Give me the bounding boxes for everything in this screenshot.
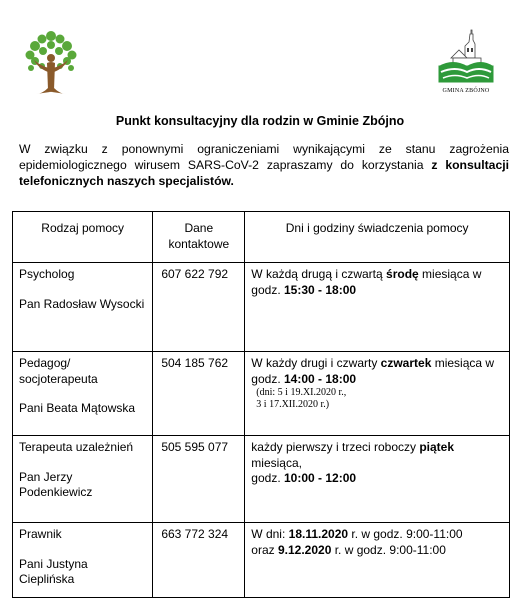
- hours-text: miesiąca w godz.: [251, 267, 482, 297]
- cell-hours: [245, 263, 510, 352]
- role-label: Pedagog/ socjoterapeuta: [19, 356, 98, 386]
- intro-paragraph: [19, 141, 509, 189]
- dates-note: (dni: 5 i 19.XI.2020 r.,: [256, 387, 347, 398]
- cell-hours: [245, 523, 510, 598]
- table-header-row: [13, 212, 510, 263]
- hours-day: piątek: [419, 440, 455, 454]
- cell-hours: [245, 352, 510, 436]
- cell-role: [13, 263, 153, 352]
- header-hours: Dni i godziny świadczenia pomocy: [245, 212, 510, 263]
- crest-caption: GMINA ZBÓJNO: [442, 88, 490, 94]
- tree-logo-icon: [22, 28, 80, 98]
- hours-text: r. w godz. 9:00-11:00: [331, 542, 446, 557]
- hours-time: 14:00 - 18:00: [284, 371, 357, 386]
- role-label: Psycholog: [19, 267, 75, 281]
- intro-bold-text: z konsultacji telefonicznych naszych specjalistów: [19, 158, 509, 188]
- person-name: Pan Jerzy Podenkiewicz: [19, 469, 93, 499]
- role-label: Terapeuta uzależnień: [19, 440, 134, 454]
- header-contact: Dane kontaktowe: [153, 212, 245, 263]
- hours-text: każdy pierwszy i trzeci roboczy: [251, 440, 420, 454]
- consultation-table: [12, 211, 510, 598]
- person-name: Pani Beata Mątowska: [19, 401, 136, 415]
- hours-time: 10:00 - 12:00: [284, 471, 357, 485]
- hours-text: W dni:: [251, 527, 289, 541]
- table-row: [13, 523, 510, 598]
- hours-text: miesiąca w godz.: [251, 356, 495, 386]
- hours-day: czwartek: [380, 356, 432, 370]
- hours-text: oraz: [251, 542, 278, 557]
- phone-number: 505 595 077: [153, 436, 245, 523]
- hours-text: godz.: [251, 471, 284, 485]
- table-row: [13, 263, 510, 352]
- phone-number: 504 185 762: [153, 352, 245, 436]
- hours-day: środę: [386, 267, 419, 281]
- intro-end: .: [230, 174, 234, 188]
- hours-text: miesiąca,: [251, 455, 302, 470]
- cell-role: [13, 352, 153, 436]
- hours-text: W każdy drugi i czwarty: [251, 356, 381, 370]
- cell-role: [13, 523, 153, 598]
- intro-text: W związku z ponownymi ograniczeniami wynikającymi ze stanu zagrożenia epidemiologicznego wirusem SARS-CoV-2 zapraszamy do korzystania: [19, 142, 509, 172]
- hours-text: r. w godz. 9:00-11:00: [348, 527, 463, 541]
- phone-number: 663 772 324: [153, 523, 245, 598]
- role-label: Prawnik: [19, 527, 62, 541]
- page-title: Punkt konsultacyjny dla rodzin w Gminie Zbójno: [115, 114, 405, 128]
- dates-note: 3 i 17.XII.2020 r.): [256, 399, 330, 410]
- hours-text: W każdą drugą i czwartą: [251, 267, 387, 281]
- table-row: [13, 352, 510, 436]
- table-row: [13, 436, 510, 523]
- cell-hours: [245, 436, 510, 523]
- header-type: Rodzaj pomocy: [13, 212, 153, 263]
- consult-date: 9.12.2020: [277, 542, 332, 557]
- person-name: Pani Justyna Cieplińska: [19, 556, 88, 586]
- phone-number: 607 622 792: [153, 263, 245, 352]
- hours-time: 15:30 - 18:00: [284, 282, 357, 297]
- cell-role: [13, 436, 153, 523]
- gmina-crest-icon: [437, 28, 495, 98]
- consult-date: 18.11.2020: [288, 527, 349, 541]
- person-name: Pan Radosław Wysocki: [19, 296, 145, 311]
